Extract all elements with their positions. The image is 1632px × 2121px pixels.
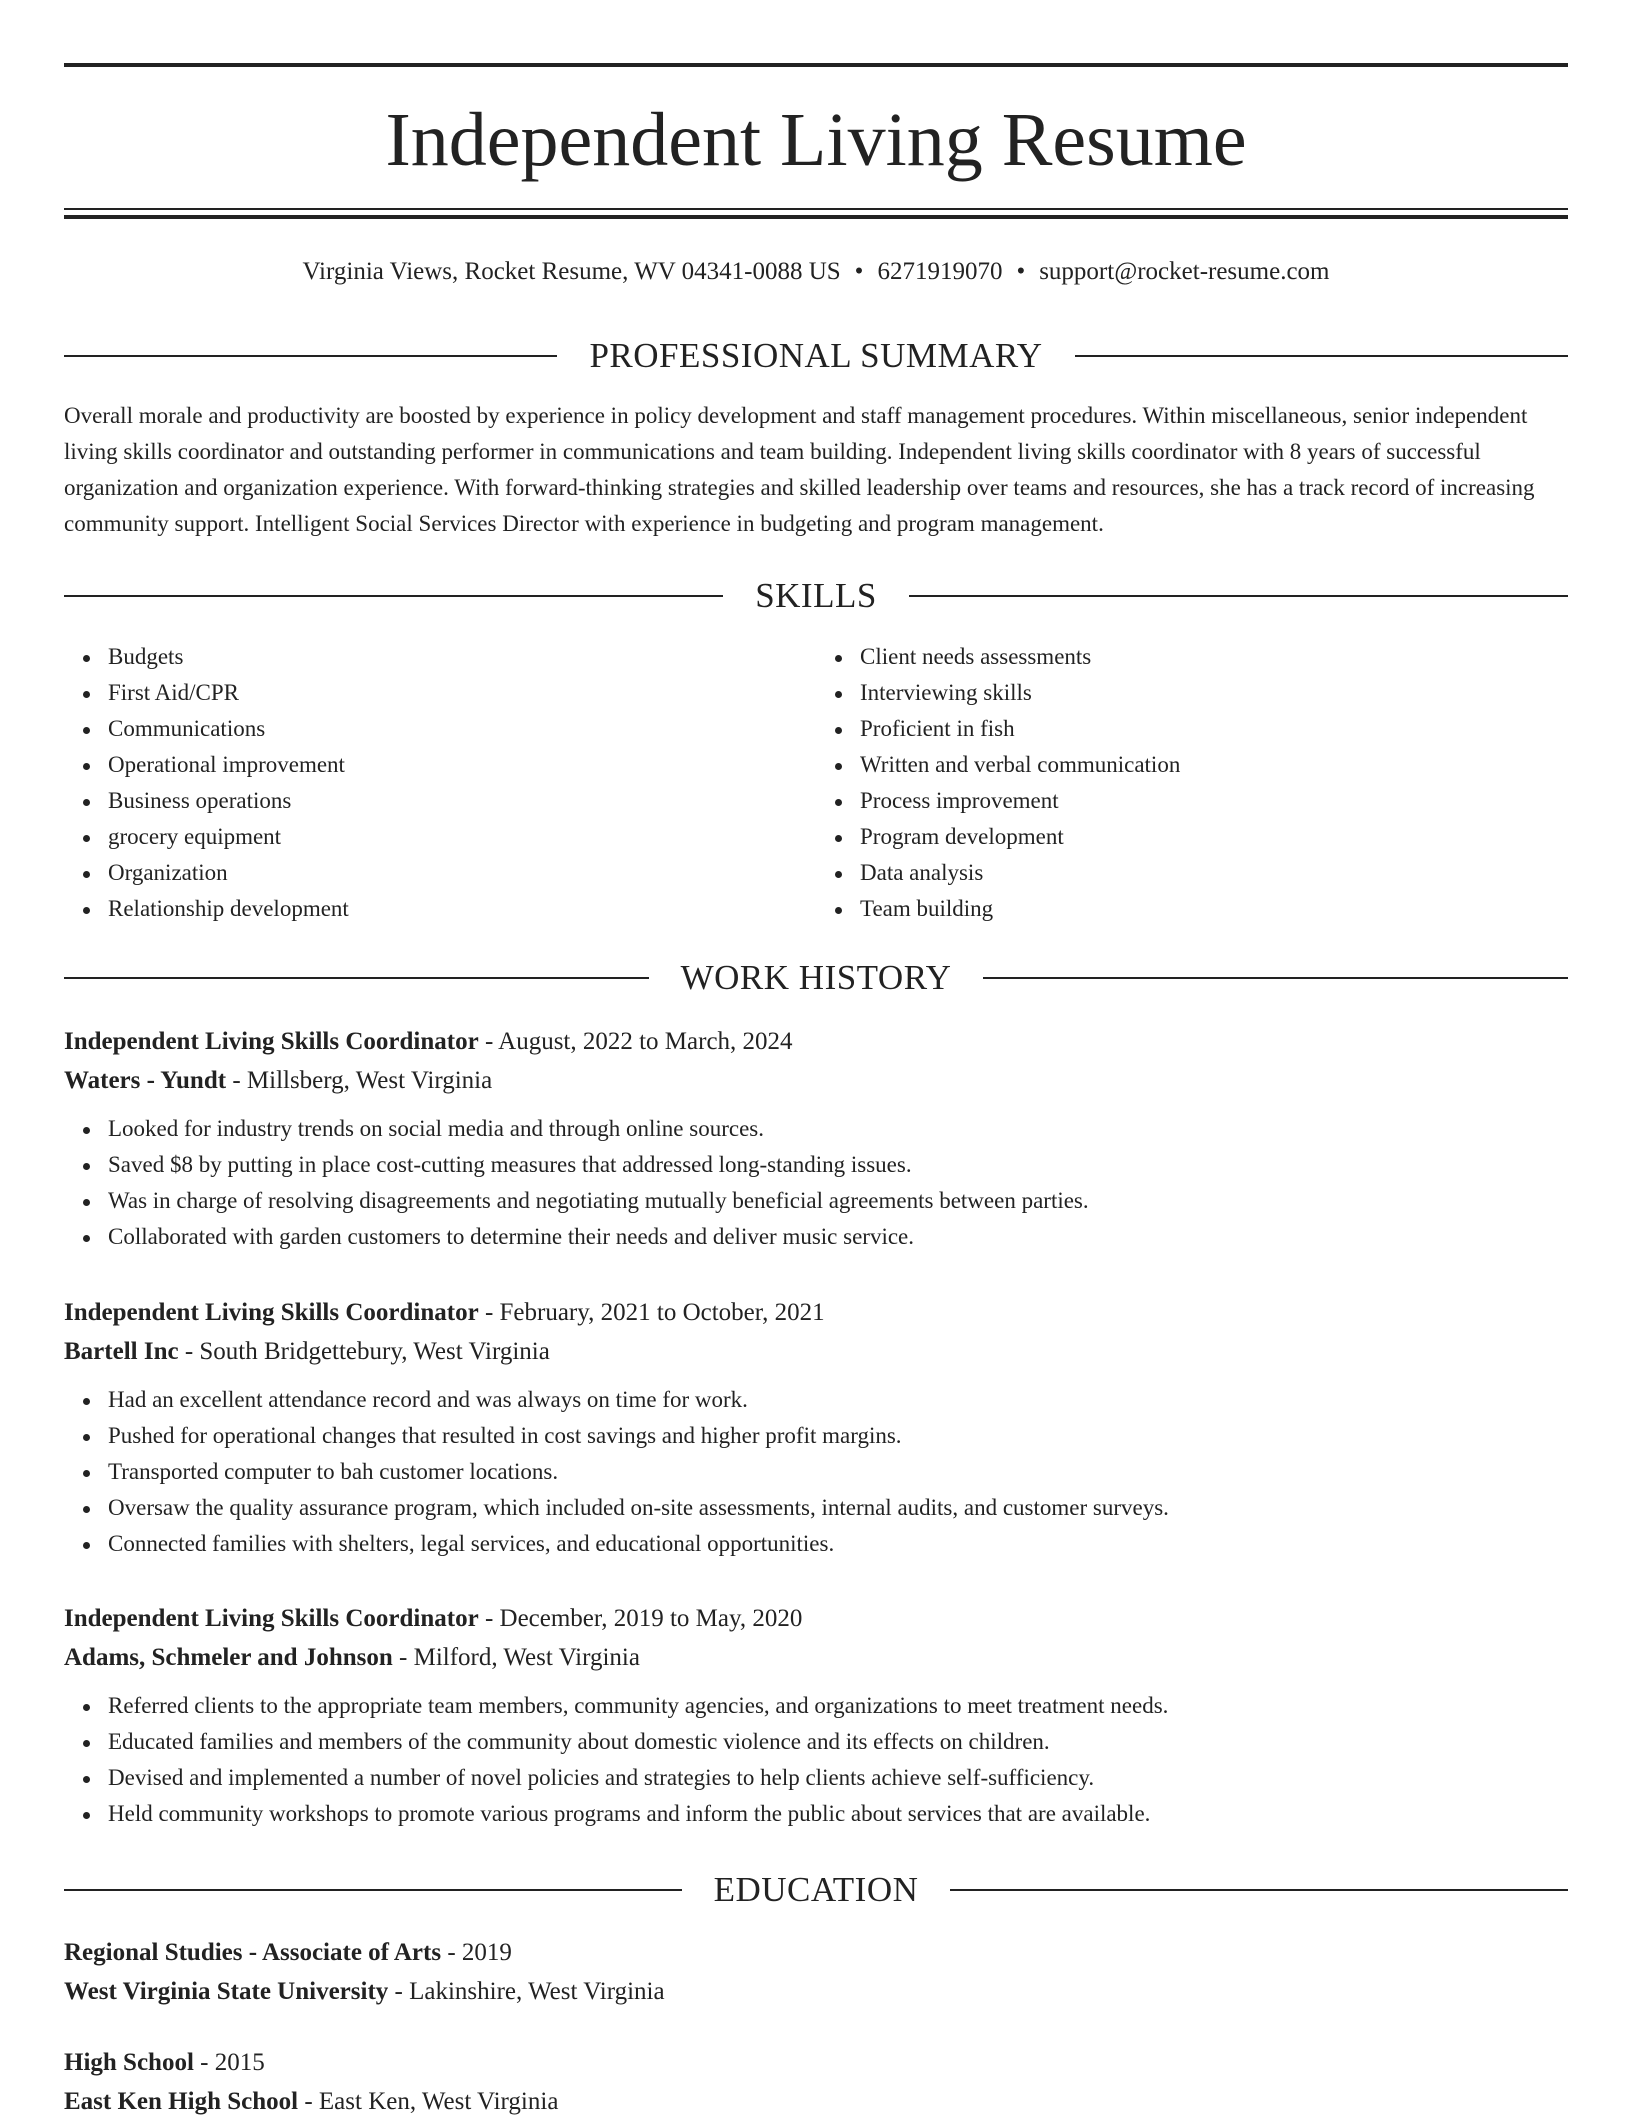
education-year: - 2019 bbox=[447, 1939, 512, 1966]
contact-line bbox=[64, 254, 1568, 290]
job-dates: - February, 2021 to October, 2021 bbox=[484, 1299, 825, 1326]
education-year: - 2015 bbox=[200, 2049, 265, 2076]
header-top-rule bbox=[64, 63, 1568, 67]
skill-item: Program development bbox=[860, 819, 1568, 855]
heading-rule bbox=[909, 595, 1568, 597]
skill-item: grocery equipment bbox=[108, 819, 816, 855]
section-title: WORK HISTORY bbox=[680, 958, 952, 997]
job-bullet: Oversaw the quality assurance program, which included on-site assessments, internal audits, and customer surveys. bbox=[108, 1490, 1568, 1526]
heading-rule bbox=[64, 595, 723, 597]
section-title: PROFESSIONAL SUMMARY bbox=[589, 336, 1043, 375]
skill-item: Interviewing skills bbox=[860, 675, 1568, 711]
section-heading-skills bbox=[64, 572, 1568, 620]
heading-rule bbox=[983, 977, 1568, 979]
section-heading-work-history bbox=[64, 954, 1568, 1002]
heading-rule bbox=[64, 355, 557, 357]
job-title: Independent Living Skills Coordinator bbox=[64, 1605, 479, 1632]
job-company: Adams, Schmeler and Johnson bbox=[64, 1644, 393, 1671]
education-degree: High School bbox=[64, 2049, 194, 2076]
job-bullet: Was in charge of resolving disagreements and negotiating mutually beneficial agreements between parties. bbox=[108, 1183, 1568, 1219]
job-entry bbox=[64, 1022, 1568, 1255]
education-degree: Regional Studies - Associate of Arts bbox=[64, 1939, 442, 1966]
skill-item: Operational improvement bbox=[108, 747, 816, 783]
heading-rule bbox=[950, 1889, 1568, 1891]
skill-item: Written and verbal communication bbox=[860, 747, 1568, 783]
section-heading-summary bbox=[64, 332, 1568, 380]
job-bullet: Transported computer to bah customer locations. bbox=[108, 1454, 1568, 1490]
job-bullet: Held community workshops to promote various programs and inform the public about services that are available. bbox=[108, 1796, 1568, 1832]
heading-rule bbox=[1075, 355, 1568, 357]
skill-item: Business operations bbox=[108, 783, 816, 819]
job-bullet: Pushed for operational changes that resulted in cost savings and higher profit margins. bbox=[108, 1418, 1568, 1454]
education-location: - East Ken, West Virginia bbox=[304, 2088, 559, 2115]
skill-item: Process improvement bbox=[860, 783, 1568, 819]
header-rule-lower bbox=[64, 215, 1568, 219]
education-school: West Virginia State University bbox=[64, 1978, 389, 2005]
summary-paragraph: Overall morale and productivity are boosted by experience in policy development and staff management procedures. Within miscellaneous, senior independent living skills coordinator and outstanding performer in communications and team building. Independent living skills coordinator with 8 years of successful organization and organization experience. With forward-thinking strategies and skilled leadership over teams and resources, she has a track record of increasing community support. Intelligent Social Services Director with experience in budgeting and program management. bbox=[64, 403, 1535, 536]
job-location: - Milford, West Virginia bbox=[399, 1644, 640, 1671]
section-title: SKILLS bbox=[755, 576, 877, 615]
skill-item: Data analysis bbox=[860, 855, 1568, 891]
skill-item: Organization bbox=[108, 855, 816, 891]
education-location: - Lakinshire, West Virginia bbox=[394, 1978, 665, 2005]
job-bullets bbox=[64, 1382, 1568, 1562]
contact-separator: • bbox=[1016, 258, 1026, 285]
contact-phone: 6271919070 bbox=[877, 258, 1003, 285]
skill-item: Client needs assessments bbox=[860, 639, 1568, 675]
education-entry bbox=[64, 2043, 1568, 2121]
job-bullet: Looked for industry trends on social media and through online sources. bbox=[108, 1111, 1568, 1147]
job-bullet: Devised and implemented a number of novel policies and strategies to help clients achieve self-sufficiency. bbox=[108, 1760, 1568, 1796]
job-entry bbox=[64, 1293, 1568, 1562]
job-bullet: Referred clients to the appropriate team members, community agencies, and organizations to meet treatment needs. bbox=[108, 1688, 1568, 1724]
job-bullet: Connected families with shelters, legal services, and educational opportunities. bbox=[108, 1526, 1568, 1562]
job-bullet: Collaborated with garden customers to determine their needs and deliver music service. bbox=[108, 1219, 1568, 1255]
skills-column-right bbox=[816, 639, 1568, 927]
contact-email: support@rocket-resume.com bbox=[1039, 258, 1330, 285]
job-dates: - December, 2019 to May, 2020 bbox=[484, 1605, 803, 1632]
resume-title: Independent Living Resume bbox=[385, 98, 1247, 182]
job-title: Independent Living Skills Coordinator bbox=[64, 1299, 479, 1326]
skills-list bbox=[64, 639, 1568, 927]
job-company: Bartell Inc bbox=[64, 1338, 179, 1365]
job-location: - Millsberg, West Virginia bbox=[232, 1067, 493, 1094]
job-bullet: Educated families and members of the community about domestic violence and its effects on children. bbox=[108, 1724, 1568, 1760]
job-bullet: Saved $8 by putting in place cost-cutting measures that addressed long-standing issues. bbox=[108, 1147, 1568, 1183]
job-title: Independent Living Skills Coordinator bbox=[64, 1028, 479, 1055]
heading-rule bbox=[64, 977, 649, 979]
job-entry bbox=[64, 1599, 1568, 1832]
job-company: Waters - Yundt bbox=[64, 1067, 227, 1094]
skill-item: Relationship development bbox=[108, 891, 816, 927]
education-entry bbox=[64, 1933, 1568, 2011]
contact-address: Virginia Views, Rocket Resume, WV 04341-0088 US bbox=[302, 258, 841, 285]
job-bullets bbox=[64, 1688, 1568, 1832]
job-bullets bbox=[64, 1111, 1568, 1255]
skill-item: Communications bbox=[108, 711, 816, 747]
section-title: EDUCATION bbox=[713, 1870, 919, 1909]
section-heading-education bbox=[64, 1866, 1568, 1914]
skill-item: Budgets bbox=[108, 639, 816, 675]
heading-rule bbox=[64, 1889, 682, 1891]
contact-separator: • bbox=[854, 258, 864, 285]
education-school: East Ken High School bbox=[64, 2088, 299, 2115]
header-rule-upper bbox=[64, 208, 1568, 210]
skill-item: First Aid/CPR bbox=[108, 675, 816, 711]
job-location: - South Bridgettebury, West Virginia bbox=[184, 1338, 550, 1365]
job-bullet: Had an excellent attendance record and was always on time for work. bbox=[108, 1382, 1568, 1418]
skill-item: Team building bbox=[860, 891, 1568, 927]
skills-column-left bbox=[64, 639, 816, 927]
skill-item: Proficient in fish bbox=[860, 711, 1568, 747]
job-dates: - August, 2022 to March, 2024 bbox=[484, 1028, 793, 1055]
